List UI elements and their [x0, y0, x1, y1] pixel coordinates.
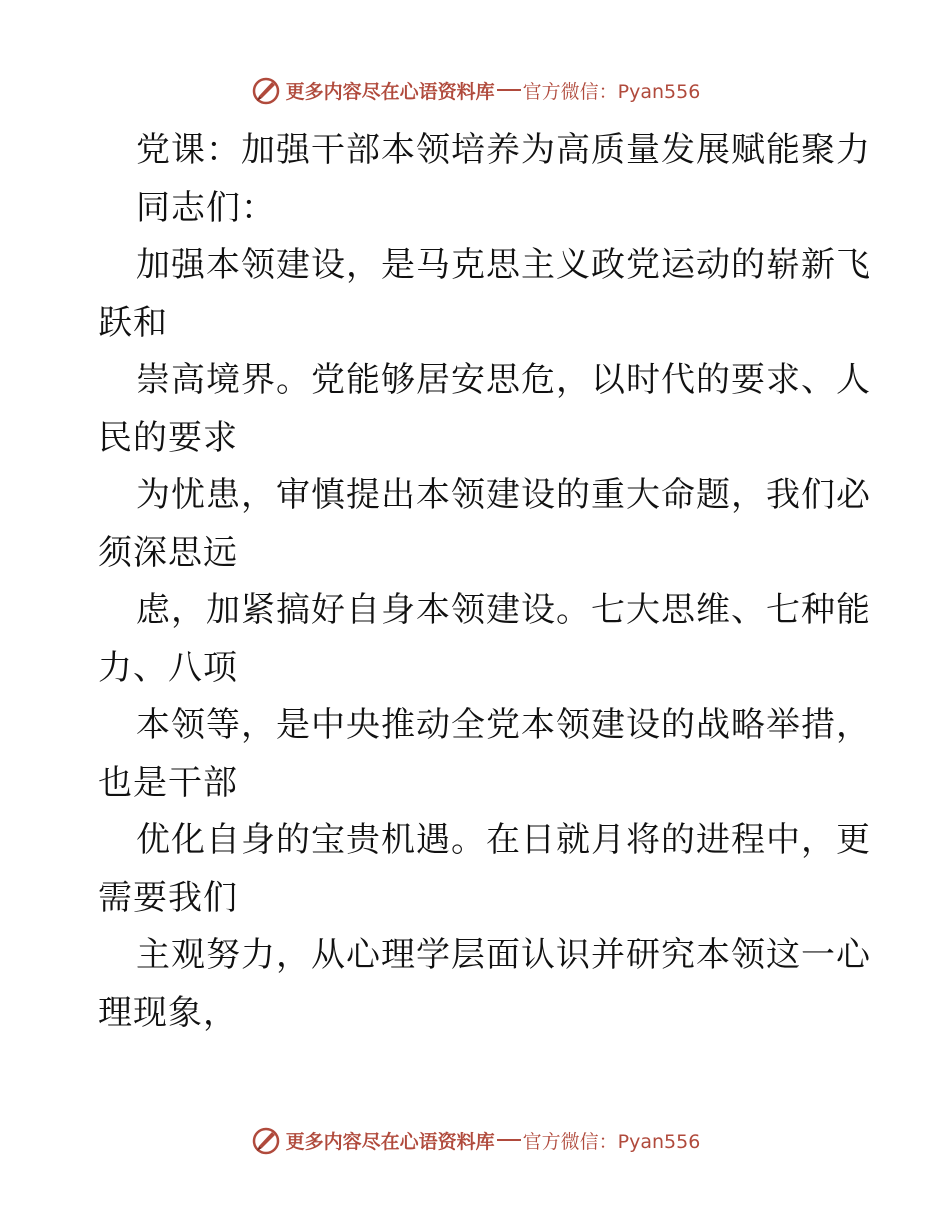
banner-divider [497, 1139, 521, 1141]
quill-logo-icon [250, 74, 282, 106]
body-line: 为忧患，审慎提出本领建设的重大命题，我们必 [136, 475, 871, 515]
body-line: 理现象， [98, 992, 238, 1033]
banner-contact: 官方微信：Pyan556 [522, 80, 701, 103]
document-body [98, 122, 871, 1042]
body-line: 崇高境界。党能够居安思危，以时代的要求、人 [136, 360, 871, 400]
body-line: 主观努力，从心理学层面认识并研究本领这一心 [136, 935, 871, 975]
body-line: 本领等，是中央推动全党本领建设的战略举措， [136, 705, 871, 745]
body-line: 虑，加紧搞好自身本领建设。七大思维、七种能 [136, 590, 871, 630]
salutation: 同志们： [136, 187, 276, 228]
header-banner [0, 70, 950, 110]
body-line: 加强本领建设，是马克思主义政党运动的崭新飞 [136, 245, 871, 285]
banner-title: 更多内容尽在心语资料库 [285, 1130, 495, 1153]
document-title: 党课：加强干部本领培养为高质量发展赋能聚力 [136, 130, 871, 170]
banner-title: 更多内容尽在心语资料库 [285, 80, 495, 103]
body-line: 民的要求 [98, 417, 238, 458]
body-line: 力、八项 [98, 647, 238, 688]
body-line: 需要我们 [98, 877, 238, 918]
quill-logo-icon [250, 1124, 282, 1156]
banner-divider [497, 89, 521, 91]
footer-banner [0, 1120, 950, 1160]
body-line: 跃和 [98, 302, 168, 343]
body-line: 优化自身的宝贵机遇。在日就月将的进程中，更 [136, 820, 871, 860]
body-line: 也是干部 [98, 762, 238, 803]
banner-contact: 官方微信：Pyan556 [522, 1130, 701, 1153]
body-line: 须深思远 [98, 532, 238, 573]
